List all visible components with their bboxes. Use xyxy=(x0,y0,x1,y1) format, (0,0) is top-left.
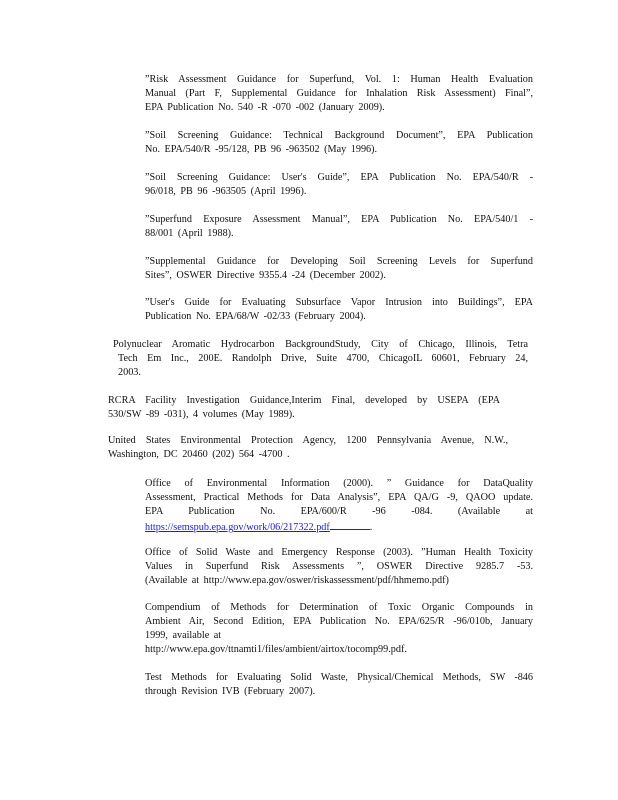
reference-line: Manual (Part F, Supplemental Guidance for Inhalation Risk Assessment) Final”, xyxy=(145,88,533,99)
reference-line: Sites”, OSWER Directive 9355.4 -24 (December 2002). xyxy=(145,270,386,281)
reference-line: Washington, DC 20460 (202) 564 -4700 . xyxy=(108,449,290,460)
reference-line: http://www.epa.gov/ttnamti1/files/ambient/airtox/tocomp99.pdf. xyxy=(145,644,407,655)
reference-risk-assessment xyxy=(145,73,533,115)
reference-line: through Revision IVB (February 2007). xyxy=(145,686,316,697)
reference-usepa-address xyxy=(108,434,508,462)
reference-data-quality xyxy=(145,477,533,535)
reference-link-line xyxy=(145,519,533,535)
reference-line: Compendium of Methods for Determination of Toxic Organic Compounds in xyxy=(145,602,533,613)
reference-line: 96/018, PB 96 -963505 (April 1996). xyxy=(145,186,307,197)
reference-line: Assessment, Practical Methods for Data Analysis”, EPA QA/G -9, QAOO update. xyxy=(145,492,533,503)
reference-soil-screening-user xyxy=(145,171,533,199)
reference-line: Ambient Air, Second Edition, EPA Publication No. EPA/625/R -96/010b, January xyxy=(145,616,533,627)
link-underline-tail xyxy=(330,519,370,530)
reference-rcra xyxy=(108,394,500,422)
reference-vapor-intrusion xyxy=(145,296,533,324)
reference-line: Office of Solid Waste and Emergency Response (2003). ”Human Health Toxicity xyxy=(145,547,533,558)
reference-line: 530/SW -89 -031), 4 volumes (May 1989). xyxy=(108,409,295,420)
reference-line: Office of Environmental Information (2000). ” Guidance for DataQuality xyxy=(145,478,533,489)
reference-line: ”Supplemental Guidance for Developing Soil Screening Levels for Superfund xyxy=(145,256,533,267)
reference-test-methods xyxy=(145,671,533,699)
reference-toxicity-values xyxy=(145,546,533,588)
reference-line: Tech Em Inc., 200E. Randolph Drive, Suite 4700, ChicagoIL 60601, February 24, xyxy=(118,353,528,364)
reference-line: ”Risk Assessment Guidance for Superfund, Vol. 1: Human Health Evaluation xyxy=(145,74,533,85)
reference-line: ”User's Guide for Evaluating Subsurface Vapor Intrusion into Buildings”, EPA xyxy=(145,297,533,308)
reference-line: Values in Superfund Risk Assessments ”, OSWER Directive 9285.7 -53. xyxy=(145,561,533,572)
data-quality-guidance-link[interactable]: https://semspub.epa.gov/work/06/217322.pdf xyxy=(145,522,330,533)
reference-line: 88/001 (April 1988). xyxy=(145,228,234,239)
reference-line: EPA Publication No. EPA/600/R -96 -084. (Available at xyxy=(145,506,533,517)
reference-line: 2003. xyxy=(118,367,141,378)
reference-supplemental-soil xyxy=(145,255,533,283)
reference-compendium xyxy=(145,601,533,657)
reference-superfund-exposure xyxy=(145,213,533,241)
reference-line: Test Methods for Evaluating Solid Waste, Physical/Chemical Methods, SW -846 xyxy=(145,672,533,683)
reference-line: Publication No. EPA/68/W -02/33 (February 2004). xyxy=(145,311,366,322)
reference-line: ”Soil Screening Guidance: User's Guide”, EPA Publication No. EPA/540/R - xyxy=(145,172,533,183)
reference-line: (Available at http://www.epa.gov/oswer/riskassessment/pdf/hhmemo.pdf) xyxy=(145,575,449,586)
reference-line: No. EPA/540/R -95/128, PB 96 -963502 (May 1996). xyxy=(145,144,378,155)
reference-soil-screening-technical xyxy=(145,129,533,157)
reference-line: 1999, available at xyxy=(145,630,222,641)
reference-line: EPA Publication No. 540 -R -070 -002 (January 2009). xyxy=(145,102,385,113)
reference-line: United States Environmental Protection Agency, 1200 Pennsylvania Avenue, N.W., xyxy=(108,435,508,446)
reference-polynuclear xyxy=(113,338,528,380)
reference-line: Polynuclear Aromatic Hydrocarbon BackgroundStudy, City of Chicago, Illinois, Tetra xyxy=(113,339,528,350)
link-suffix: . xyxy=(369,522,373,533)
reference-line: ”Superfund Exposure Assessment Manual”, EPA Publication No. EPA/540/1 - xyxy=(145,214,533,225)
reference-line: ”Soil Screening Guidance: Technical Background Document”, EPA Publication xyxy=(145,130,533,141)
reference-line: RCRA Facility Investigation Guidance,Interim Final, developed by USEPA (EPA xyxy=(108,395,500,406)
